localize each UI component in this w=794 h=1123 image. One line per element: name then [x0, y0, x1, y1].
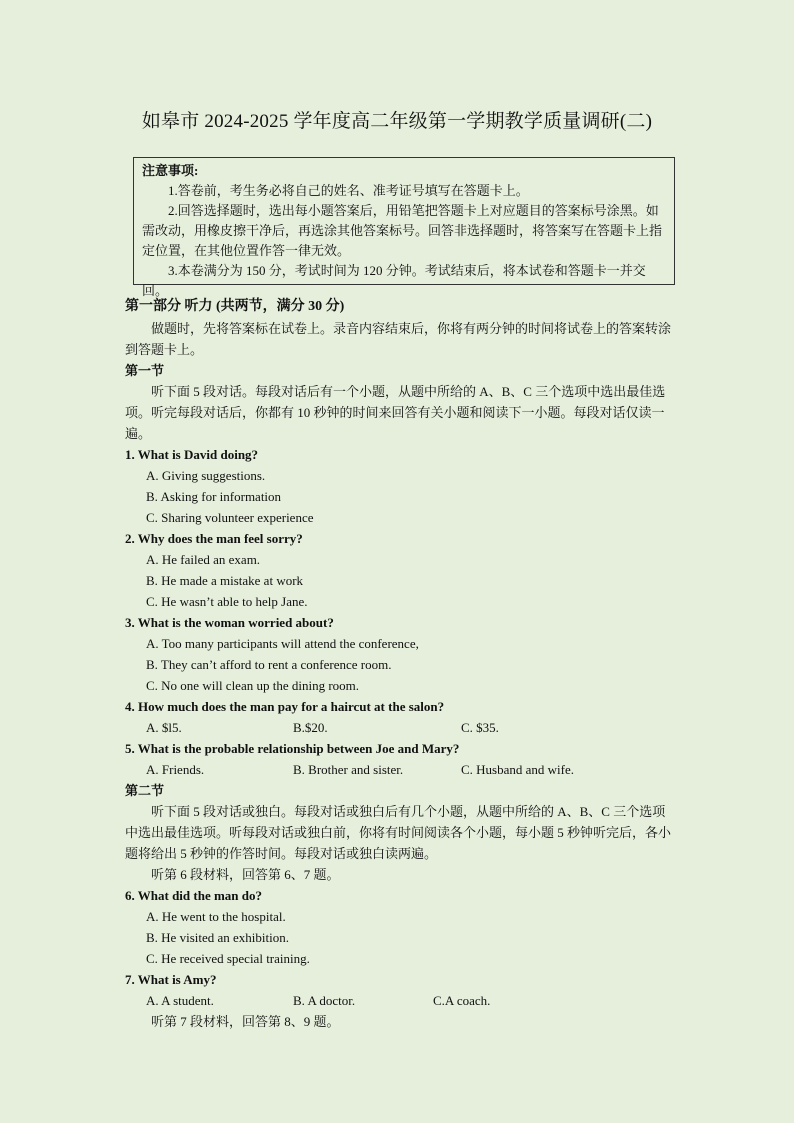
notice-item: 1.答卷前，考生务必将自己的姓名、准考证号填写在答题卡上。	[168, 183, 529, 198]
option-c: C. He received special training.	[146, 951, 310, 966]
question-stem: 7. What is Amy?	[125, 972, 217, 987]
option-a: A. He failed an exam.	[146, 552, 261, 567]
part1-intro: 做题时，先将答案标在试卷上。录音内容结束后，你将有两分钟的时间将试卷上的答案转涂到答题卡上。	[125, 321, 672, 357]
question-stem: 2. Why does the man feel sorry?	[125, 531, 303, 546]
notice-item: 3.本卷满分为 150 分，考试时间为 120 分钟。考试结束后，将本试卷和答题卡一并交回。	[142, 263, 646, 298]
option-a: A. A student.	[146, 993, 214, 1008]
option-b: B. He made a mistake at work	[146, 573, 304, 588]
question-stem: 5. What is the probable relationship between Joe and Mary?	[125, 741, 460, 756]
option-a: A. $l5.	[146, 720, 182, 735]
option-c: C.A coach.	[433, 993, 491, 1008]
part1-heading: 第一部分 听力 (共两节，满分 30 分)	[125, 299, 345, 314]
option-row	[125, 990, 677, 1011]
section1-instructions: 听下面 5 段对话。每段对话后有一个小题，从题中所给的 A、B、C 三个选项中选出最佳选项。听完每段对话后，你都有 10 秒钟的时间来回答有关小题和阅读下一小题。每段对话仅读一遍。	[125, 384, 666, 441]
exam-content	[125, 296, 677, 1032]
material-note: 听第 7 段材料，回答第 8、9 题。	[151, 1014, 340, 1029]
option-a: A. Too many participants will attend the conference,	[146, 636, 419, 651]
section2-instructions: 听下面 5 段对话或独白。每段对话或独白后有几个小题，从题中所给的 A、B、C 三个选项中选出最佳选项。听每段对话或独白前，你将有时间阅读各个小题，每小题 5 秒钟听完后，各小题将给出 5 秒钟的作答时间。每段对话或独白读两遍。	[125, 804, 672, 861]
question-stem: 6. What did the man do?	[125, 888, 263, 903]
option-c: C. No one will clean up the dining room.	[146, 678, 360, 693]
option-b: B. He visited an exhibition.	[146, 930, 289, 945]
option-b: B. Asking for information	[146, 489, 282, 504]
option-a: A. Friends.	[146, 762, 205, 777]
option-a: A. He went to the hospital.	[146, 909, 286, 924]
option-c: C. Husband and wife.	[461, 762, 575, 777]
page-title: 如皋市 2024-2025 学年度高二年级第一学期教学质量调研(二)	[141, 111, 653, 132]
section1-heading: 第一节	[125, 363, 165, 378]
question-stem: 3. What is the woman worried about?	[125, 615, 334, 630]
section2-heading: 第二节	[125, 783, 165, 798]
material-note: 听第 6 段材料，回答第 6、7 题。	[151, 867, 340, 882]
option-c: C. $35.	[461, 720, 499, 735]
notice-item: 2.回答选择题时，选出每小题答案后，用铅笔把答题卡上对应题目的答案标号涂黑。如需改动，用橡皮擦干净后，再选涂其他答案标号。回答非选择题时，将答案写在答题卡上指定位置，在其他位置作答一律无效。	[142, 203, 663, 258]
option-b: B.$20.	[293, 720, 328, 735]
option-b: B. Brother and sister.	[293, 762, 404, 777]
option-a: A. Giving suggestions.	[146, 468, 266, 483]
option-row	[125, 759, 677, 780]
option-row	[125, 717, 677, 738]
option-b: B. They can’t afford to rent a conference room.	[146, 657, 392, 672]
notice-heading: 注意事项:	[142, 163, 199, 178]
option-c: C. He wasn’t able to help Jane.	[146, 594, 308, 609]
option-c: C. Sharing volunteer experience	[146, 510, 314, 525]
question-stem: 1. What is David doing?	[125, 447, 259, 462]
notice-box	[133, 157, 675, 298]
question-stem: 4. How much does the man pay for a haircut at the salon?	[125, 699, 445, 714]
option-b: B. A doctor.	[293, 993, 356, 1008]
